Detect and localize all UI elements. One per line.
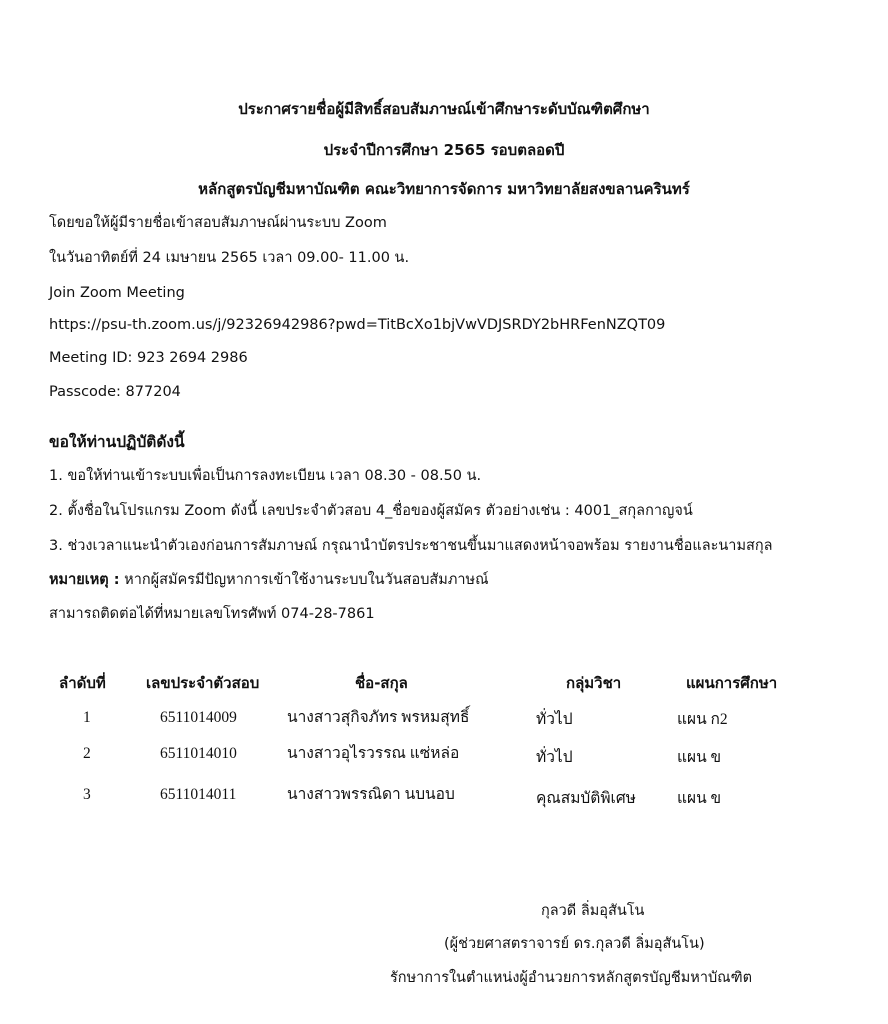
signatory-name: กุลวดี ลิ่มอุสันโน (541, 903, 645, 919)
signatory-title: (ผู้ช่วยศาสตราจารย์ ดร.กุลวดี ลิ่มอุสันโน) (444, 936, 705, 952)
row-name: นางสาวพรรณิดา นบนอบ (287, 786, 455, 803)
row-no: 2 (83, 745, 91, 762)
join-zoom-label: Join Zoom Meeting (49, 285, 185, 301)
row-group: ทั่วไป (536, 711, 573, 728)
row-exam-id: 6511014010 (160, 745, 237, 762)
note-text: หากผู้สมัครมีปัญหาการเข้าใช้งานระบบในวันสอบสัมภาษณ์ (119, 572, 489, 588)
note (49, 570, 489, 590)
zoom-link[interactable]: https://psu-th.zoom.us/j/92326942986?pwd=TitBcXo1bjVwVDJSRDY2bHRFenNZQT09 (49, 317, 666, 333)
row-plan: แผน ข (677, 749, 722, 766)
table-header-exam-id: เลขประจำตัวสอบ (146, 674, 260, 692)
academic-year-title: ประจำปีการศึกษา 2565 รอบตลอดปี (323, 141, 565, 159)
row-name: นางสาวอุไรวรรณ แซ่หล่อ (287, 745, 460, 762)
table-header-no: ลำดับที่ (59, 674, 106, 692)
row-exam-id: 6511014009 (160, 709, 237, 726)
exam-date: ในวันอาทิตย์ที่ 24 เมษายน 2565 เวลา 09.00- 11.00 น. (49, 250, 410, 266)
row-name: นางสาวสุกิจภัทร พรหมสุทธิ์ (287, 709, 470, 726)
meeting-id: Meeting ID: 923 2694 2986 (49, 350, 248, 366)
note-label: หมายเหตุ : (49, 572, 120, 588)
program-title: หลักสูตรบัญชีมหาบัณฑิต คณะวิทยาการจัดการ มหาวิทยาลัยสงขลานครินทร์ (198, 180, 690, 198)
row-group: คุณสมบัติพิเศษ (536, 790, 636, 807)
row-plan: แผน ข (677, 790, 722, 807)
instruction-item-2: 2. ตั้งชื่อในโปรแกรม Zoom ดังนี้ เลขประจำตัวสอบ 4_ชื่อของผู้สมัคร ตัวอย่างเช่น : 4001_สกุลกาญจน์ (49, 503, 693, 519)
signatory-position: รักษาการในตำแหน่งผู้อำนวยการหลักสูตรบัญชีมหาบัณฑิต (390, 970, 753, 986)
row-plan: แผน ก2 (677, 711, 728, 728)
contact-phone: สามารถติดต่อได้ที่หมายเลขโทรศัพท์ 074-28-7861 (49, 606, 375, 622)
row-group: ทั่วไป (536, 749, 573, 766)
row-no: 3 (83, 786, 91, 803)
instruction-item-3: 3. ช่วงเวลาแนะนำตัวเองก่อนการสัมภาษณ์ กรุณานำบัตรประชาชนขึ้นมาแสดงหน้าจอพร้อม รายงานชื่อและนามสกุล (49, 538, 773, 554)
row-no: 1 (83, 709, 91, 726)
zoom-instruction: โดยขอให้ผู้มีรายชื่อเข้าสอบสัมภาษณ์ผ่านระบบ Zoom (49, 215, 387, 231)
row-exam-id: 6511014011 (160, 786, 237, 803)
table-header-group: กลุ่มวิชา (566, 674, 622, 692)
announcement-title: ประกาศรายชื่อผู้มีสิทธิ์สอบสัมภาษณ์เข้าศึกษาระดับบัณฑิตศึกษา (238, 100, 650, 118)
table-header-name: ชื่อ-สกุล (355, 674, 408, 692)
instruction-item-1: 1. ขอให้ท่านเข้าระบบเพื่อเป็นการลงทะเบียน เวลา 08.30 - 08.50 น. (49, 468, 482, 484)
table-header-plan: แผนการศึกษา (686, 674, 778, 692)
instructions-heading: ขอให้ท่านปฏิบัติดังนี้ (49, 433, 185, 451)
passcode: Passcode: 877204 (49, 384, 181, 400)
